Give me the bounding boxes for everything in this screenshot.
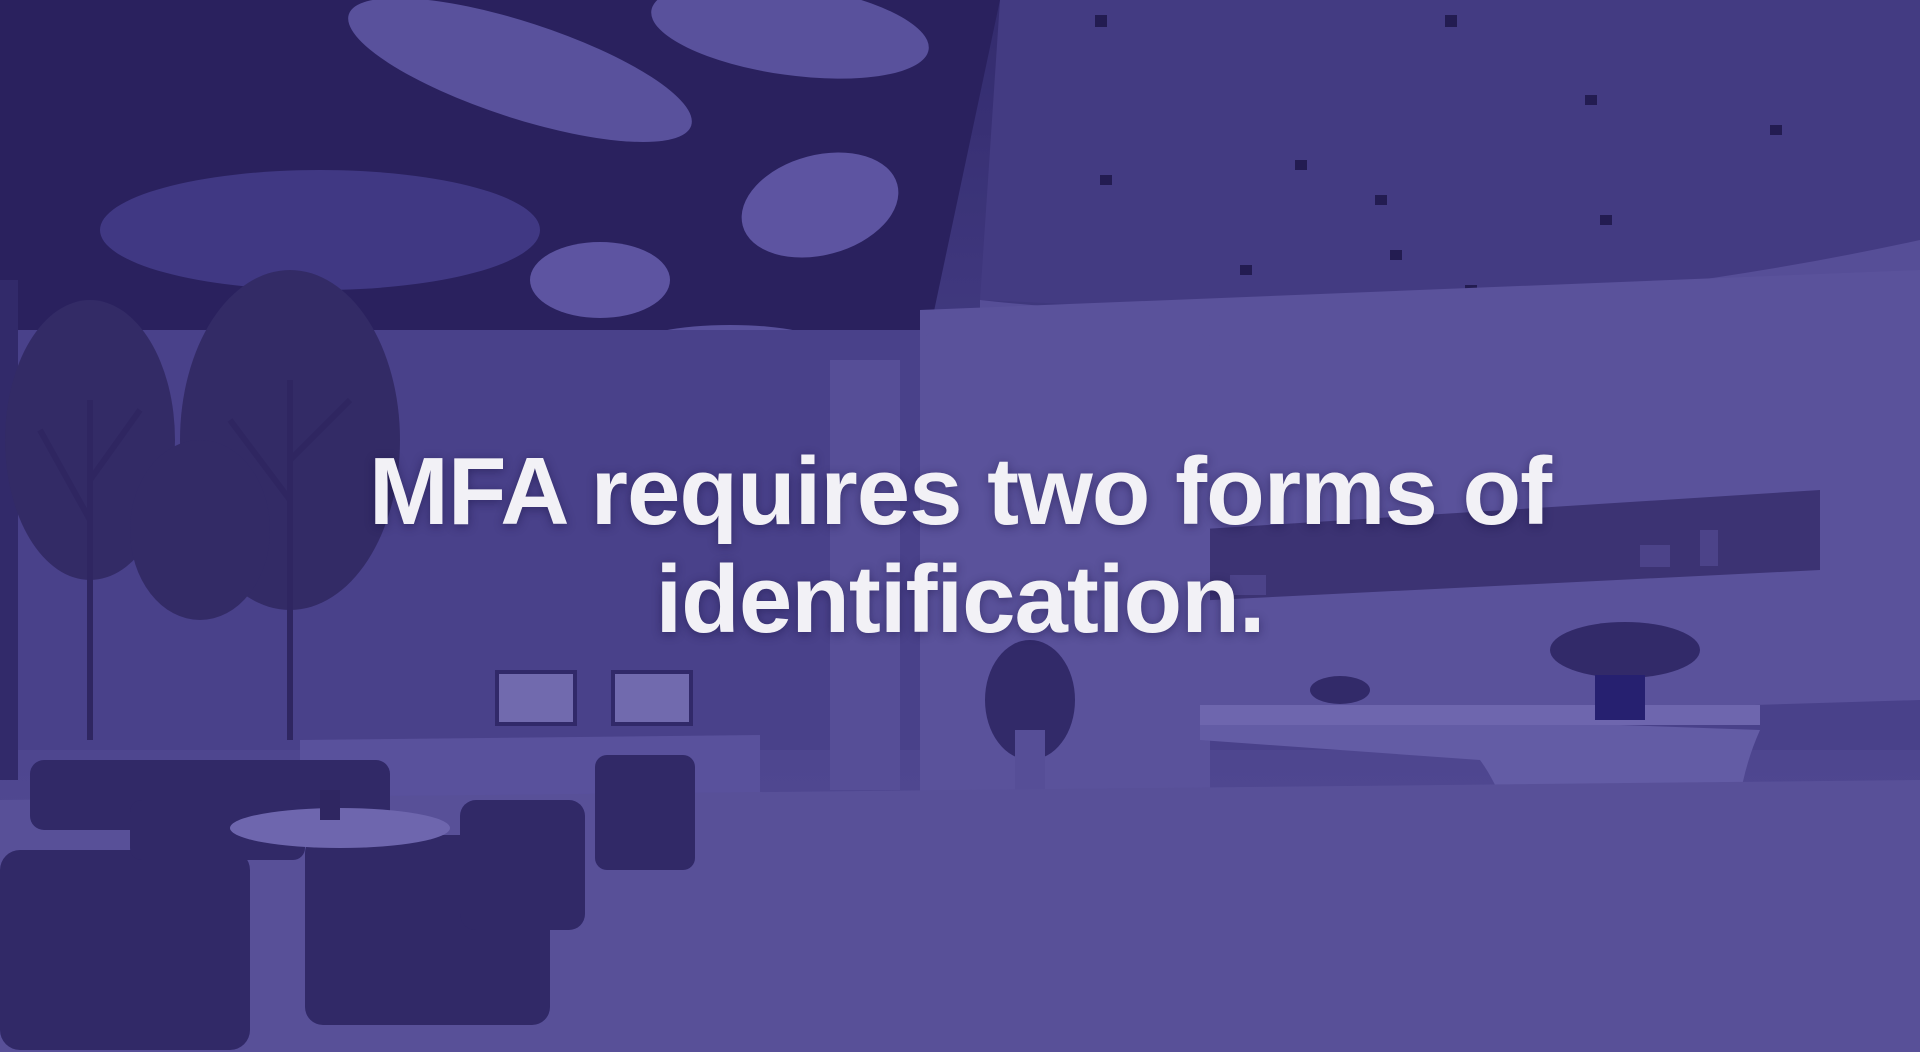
caption-text xyxy=(0,438,1920,654)
caption-line-1: MFA requires two forms of xyxy=(368,438,1552,545)
ceiling-panel xyxy=(530,242,670,318)
caption-line-2: identification. xyxy=(655,546,1265,653)
ceiling-panel xyxy=(100,170,540,290)
